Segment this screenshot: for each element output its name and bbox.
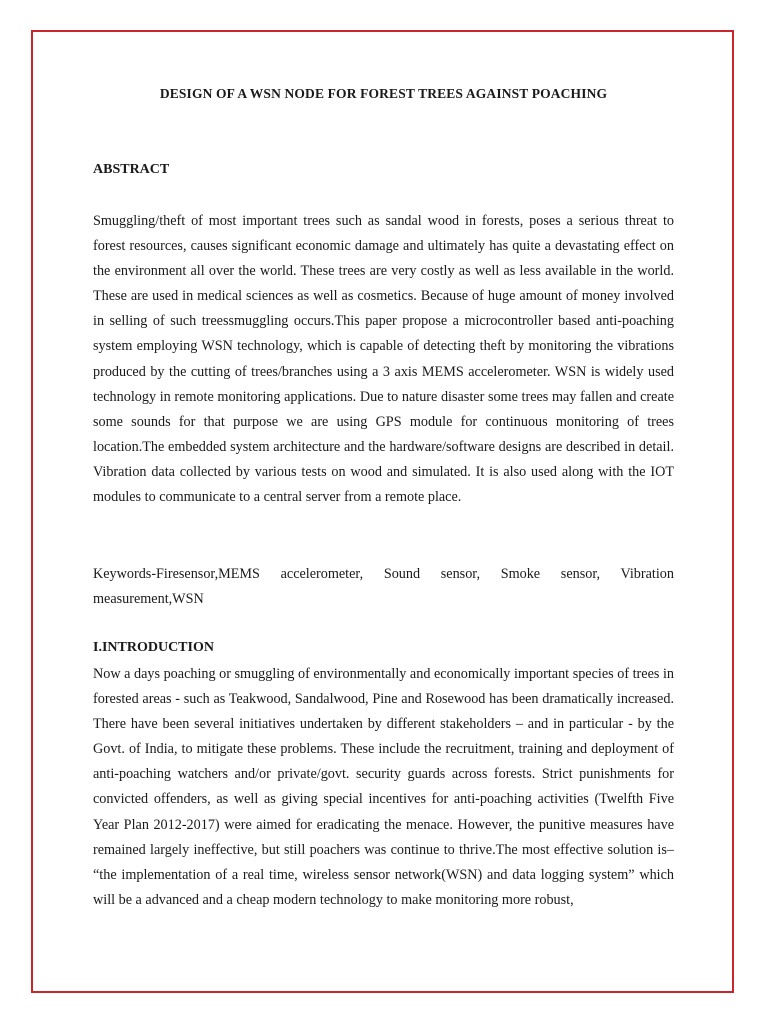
abstract-heading: ABSTRACT — [93, 162, 170, 177]
introduction-text: Now a days poaching or smuggling of environmentally and economically important species of trees in forested areas - such as Teakwood, Sandalwood, Pine and Rosewood has been dramatically increased. There have been several initiatives undertaken by different stakeholders – and in particular - by the Govt. of India, to mitigate these problems. These include the recruitment, training and deployment of anti-poaching watchers and/or private/govt. security guards across forests. Strict punishments for convicted offenders, as well as giving special incentives for anti-poaching activities (Twelfth Five Year Plan 2012-2017) were aimed for eradicating the menace. However, the punitive measures have remained largely ineffective, but still poachers was continue to thrive.The most effective solution is– “the implementation of a real time, wireless sensor network(WSN) and data logging system” which will be a advanced and a cheap modern technology to make monitoring more robust, — [93, 666, 674, 908]
introduction-heading: I.INTRODUCTION — [93, 640, 214, 655]
paper-title: DESIGN OF A WSN NODE FOR FOREST TREES AGAINST POACHING — [159, 86, 608, 101]
abstract-text: Smuggling/theft of most important trees such as sandal wood in forests, poses a serious threat to forest resources, causes significant economic damage and ultimately has quite a devastating effect on the environment all over the world. These trees are very costly as well as less available in the world. These are used in medical sciences as well as cosmetics. Because of huge amount of money involved in selling of such treessmuggling occurs.This paper propose a microcontroller based anti-poaching system employing WSN technology, which is capable of detecting theft by monitoring the vibrations produced by the cutting of trees/branches using a 3 axis MEMS accelerometer. WSN is widely used technology in remote monitoring applications. Due to nature disaster some trees may fallen and create some sounds for that purpose we are using GPS module for continuous monitoring of trees location.The embedded system architecture and the hardware/software designs are described in detail. Vibration data collected by various tests on wood and simulated. It is also used along with the IOT modules to communicate to a central server from a remote place. — [93, 213, 674, 506]
keywords-text: Keywords-Firesensor,MEMS accelerometer, Sound sensor, Smoke sensor, Vibration measurement,WSN — [93, 566, 674, 608]
